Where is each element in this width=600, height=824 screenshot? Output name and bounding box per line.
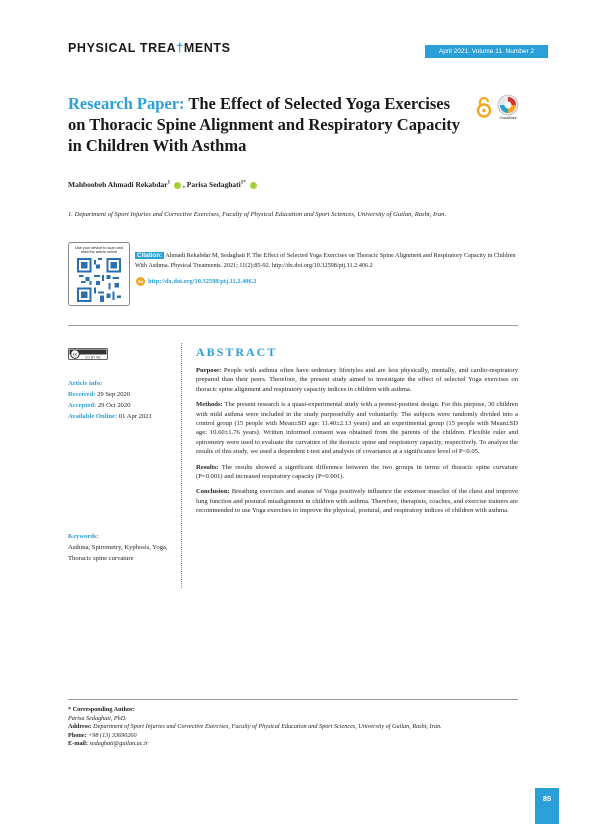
abstract-heading: ABSTRACT: [196, 345, 278, 359]
footnote-divider: [68, 699, 518, 700]
corresponding-phone: Phone: +98 (13) 33690260: [68, 731, 137, 739]
online-date: Available Online: 01 Apr 2021: [68, 413, 152, 420]
journal-name-mark: †: [176, 41, 184, 55]
journal-name-part: MENTS: [183, 41, 231, 55]
qr-caption: Use your device to scan and read the article online: [75, 246, 123, 254]
page-number: 85: [535, 788, 559, 824]
orcid-icon[interactable]: [250, 182, 257, 189]
corresponding-heading: * Corresponding Author:: [68, 706, 135, 713]
corresponding-author: [68, 706, 442, 749]
author-affiliation-mark: 1: [167, 180, 171, 186]
qr-code-icon[interactable]: [77, 258, 121, 302]
author-list: Mahboobeh Ahmadi Rekabdar$^1$ , Parisa Sedaghati$^{1*}$: [68, 180, 259, 189]
keywords-heading: Keywords:: [68, 533, 99, 540]
author-name: Parisa Sedaghati: [186, 180, 241, 189]
keywords-text: Asthma, Spirometry, Kyphosis, Yoga, Thoracic spine curvature: [68, 544, 168, 562]
title-line-2: on Thoracic Spine Alignment and Respiratory Capacity: [68, 115, 461, 134]
issue-badge: April 2021. Volume 11. Number 2: [425, 45, 548, 58]
license-text: CC BY NC: [85, 355, 101, 360]
keywords: [68, 531, 168, 564]
corresponding-name: Parisa Sedaghati, PhD.: [68, 714, 127, 722]
crossmark-icon[interactable]: [496, 94, 520, 124]
abstract-conclusion: Conclusion: Breathing exercises and asanas of Yoga positively influence the extensor muscles of the chest and improve lung function and postural misalignment in children with asthma. Therefore, therapists, coaches, and exercise trainers are recommended to use Yoga exercises to improve the physical, postural, and respiratory indices of children with asthma.: [196, 488, 518, 515]
journal-name-part: PHYSICAL TREA: [68, 41, 177, 55]
corresponding-email: E-mail: sedaghati@guilan.ac.ir: [68, 740, 149, 748]
accepted-date: Accepted: 29 Oct 2020: [68, 402, 131, 409]
abstract-body: [196, 366, 518, 522]
crossmark-label: CrossMark: [499, 116, 517, 120]
column-divider: [181, 343, 182, 588]
abstract-methods: Methods: The present research is a quasi-experimental study with a pretest-posttest design. For this purpose, 30 children with mild asthma were included in the study purposefully and voluntarily. The subjects were randomly divided into a control group (15 people with Mean±SD age: 11.40±2.13 years) and an experimental group (15 people with Mean±SD age: 10.60±1.76 years). Written informed consent was obtained from the parents of the children. Flexible ruler and spirometry were used to evaluate the curvature of the thoracic spine and respiratory capacity, respectively. To analyze the results of this study, we used a dependent t-test and analysis of covariance at a significance level of P<0.05.: [196, 401, 518, 456]
journal-logo: [68, 41, 231, 55]
citation-label: Citation:: [137, 252, 163, 259]
abstract-purpose: Purpose: People with asthma often have sedentary lifestyles and are less physically, mentally, and cardio-respiratory prepared than their peers. Therefore, the present study aimed to investigate the effect of selected Yoga exercises on thoracic spine alignment and respiratory capacity indices in children with asthma.: [196, 367, 518, 393]
abstract-results: Results: The results showed a significant difference between the two groups in terms of thoracic spine curvature (P=0.001) and increased respiratory capacity (P=0.001).: [196, 463, 518, 481]
affiliation: 1. Department of Sport Injuries and Corrective Exercises, Faculty of Physical Education and Sport Sciences, University of Guilan, Rasht, Iran.: [68, 211, 447, 218]
doi-icon: doi: [137, 279, 144, 284]
open-access-icon: [475, 96, 493, 118]
author-name: Mahboobeh Ahmadi Rekabdar: [68, 180, 168, 189]
citation-text: Ahmadi Rekabdar M, Sedaghati P. The Effect of Selected Yoga Exercises on Thoracic Spine Alignment and Respiratory Capacity in Children With Asthma. Physical Treatments. 2021; 11(2):85-92. http://dx.doi.org/10.32598/ptj.11.2.406.2: [135, 252, 516, 269]
orcid-icon[interactable]: [174, 182, 181, 189]
svg-text:cc: cc: [72, 351, 78, 357]
article-info: [68, 378, 152, 422]
qr-panel: [68, 242, 130, 306]
section-divider: [68, 325, 518, 326]
paper-title: [68, 93, 468, 156]
received-date: Received: 29 Sep 2020: [68, 391, 131, 398]
citation-block: [135, 251, 520, 270]
title-line-1: The Effect of Selected Yoga Exercises: [184, 94, 450, 113]
doi-line: [136, 277, 256, 286]
article-info-heading: Article info:: [68, 380, 103, 387]
title-line-3: in Children With Asthma: [68, 136, 247, 155]
author-affiliation-mark: 1*: [240, 180, 246, 186]
doi-link[interactable]: http://dx.doi.org/10.32598/ptj.11.2.406.2: [148, 277, 257, 285]
cc-license-icon[interactable]: [68, 348, 108, 360]
corresponding-address: Address: Department of Sport Injuries and Corrective Exercises, Faculty of Physical Education and Sport Sciences, University of Guilan, Rasht, Iran.: [68, 723, 442, 731]
paper-type: Research Paper:: [68, 94, 185, 113]
